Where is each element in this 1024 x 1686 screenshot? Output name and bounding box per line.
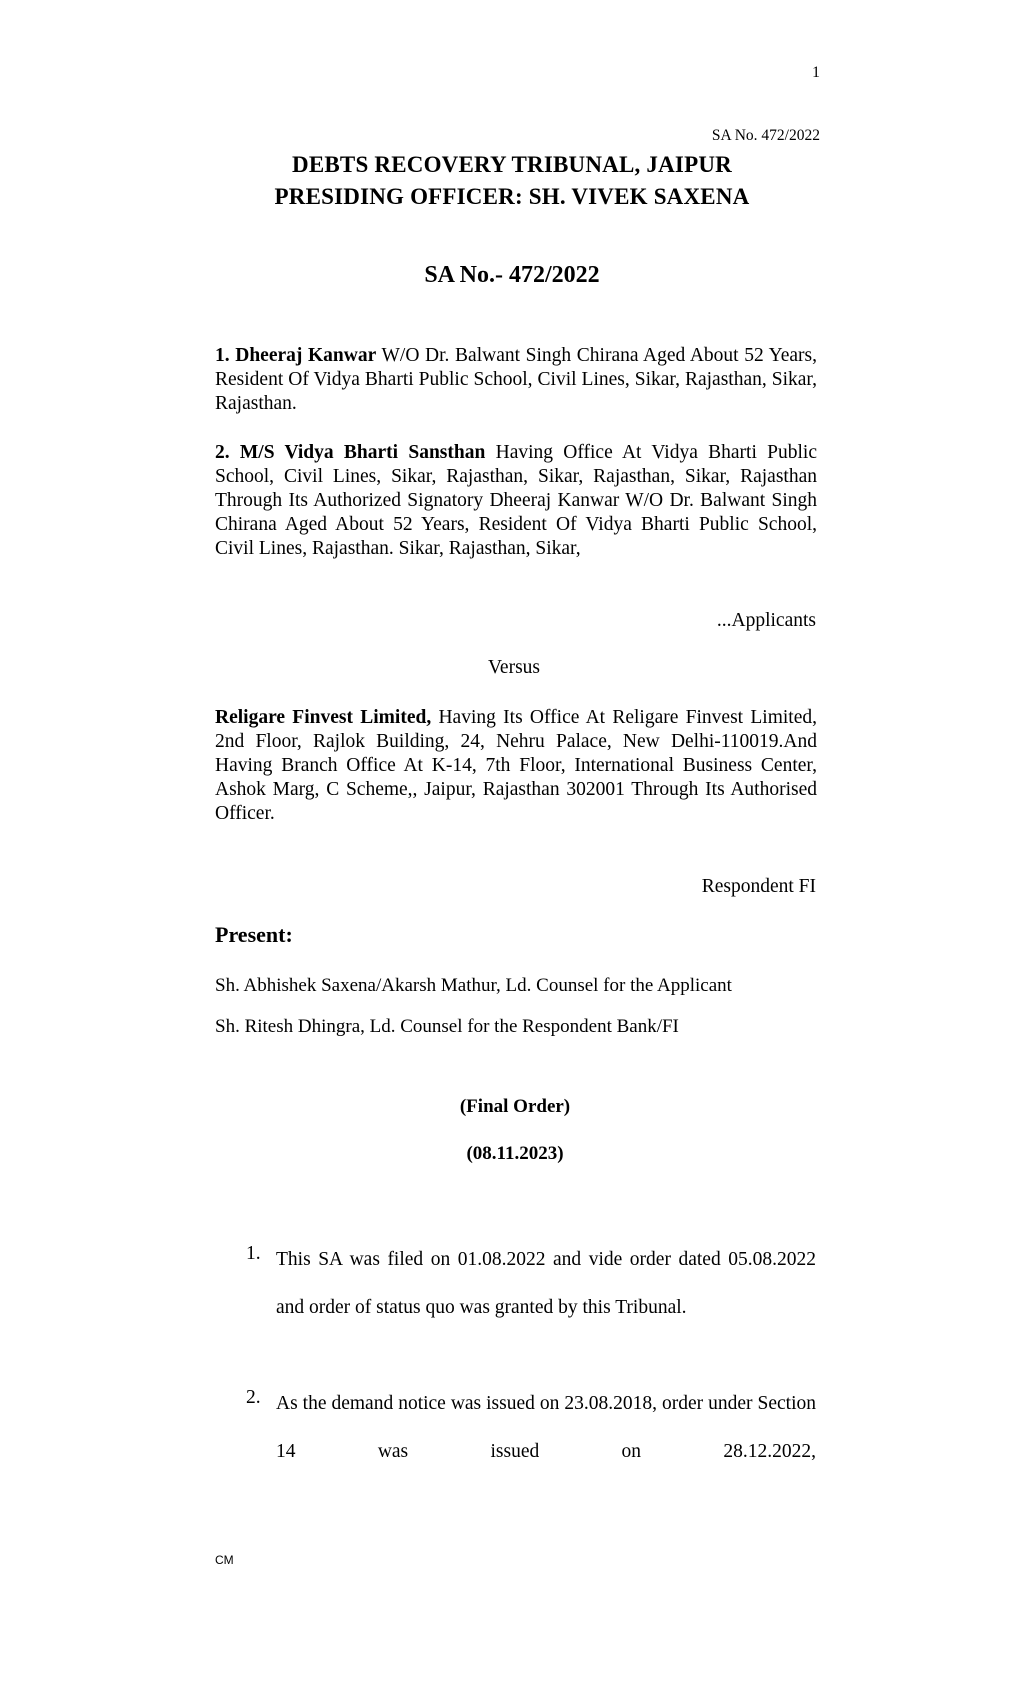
- respondent-label: Respondent FI: [701, 876, 816, 897]
- paragraph-2-number: 2.: [246, 1387, 261, 1408]
- respondent-name: Religare Finvest Limited,: [215, 707, 432, 728]
- applicant-counsel-line: Sh. Abhishek Saxena/Akarsh Mathur, Ld. Counsel for the Applicant: [215, 975, 732, 996]
- applicant-1-name: 1. Dheeraj Kanwar: [215, 345, 377, 366]
- paragraph-1-text: This SA was filed on 01.08.2022 and vide order dated 05.08.2022 and order of status quo was granted by this Tribunal.: [276, 1249, 816, 1318]
- present-heading: Present:: [215, 922, 293, 947]
- versus-label: Versus: [488, 657, 540, 678]
- applicant-2-name: 2. M/S Vidya Bharti Sansthan: [215, 442, 486, 463]
- applicant-2-details: Having Office At Vidya Bharti Public School, Civil Lines, Sikar, Rajasthan, Sikar, Rajasthan, Sikar, Rajasthan Through Its Authorized Signatory Dheeraj Kanwar W/O Dr. Balwant Singh Chirana Aged About 52 Years, Resident Of Vidya Bharti Public School, Civil Lines, Rajasthan. Sikar, Rajasthan, Sikar,: [215, 442, 817, 559]
- respondent-counsel-line: Sh. Ritesh Dhingra, Ld. Counsel for the Respondent Bank/FI: [215, 1016, 679, 1037]
- final-order-title: (Final Order): [459, 1096, 571, 1117]
- final-order-date: (08.11.2023): [466, 1143, 564, 1164]
- paragraph-2-text: As the demand notice was issued on 23.08.2018, order under Section 14 was issued on 28.12.2022,: [276, 1393, 816, 1462]
- case-number-title: SA No.- 472/2022: [424, 262, 600, 288]
- tribunal-name-heading: DEBTS RECOVERY TRIBUNAL, JAIPUR: [292, 152, 732, 177]
- applicant-1-details: W/O Dr. Balwant Singh Chirana Aged About 52 Years, Resident Of Vidya Bharti Public School, Civil Lines, Sikar, Rajasthan, Sikar, Rajasthan.: [215, 345, 817, 414]
- respondent-block: [215, 706, 817, 826]
- case-reference-header: SA No. 472/2022: [711, 127, 820, 144]
- respondent-details: Having Its Office At Religare Finvest Limited, 2nd Floor, Rajlok Building, 24, Nehru Palace, New Delhi-110019.And Having Branch Office At K-14, 7th Floor, International Business Center, Ashok Marg, C Scheme,, Jaipur, Rajasthan 302001 Through Its Authorised Officer.: [215, 707, 817, 824]
- applicant-1-block: [215, 344, 817, 416]
- applicant-2-block: [215, 441, 817, 561]
- presiding-officer-heading: PRESIDING OFFICER: SH. VIVEK SAXENA: [274, 184, 750, 209]
- applicants-label: ...Applicants: [716, 610, 816, 631]
- paragraph-1-number: 1.: [246, 1243, 261, 1264]
- page-number: 1: [812, 64, 820, 81]
- footer-initials: CM: [215, 1553, 234, 1567]
